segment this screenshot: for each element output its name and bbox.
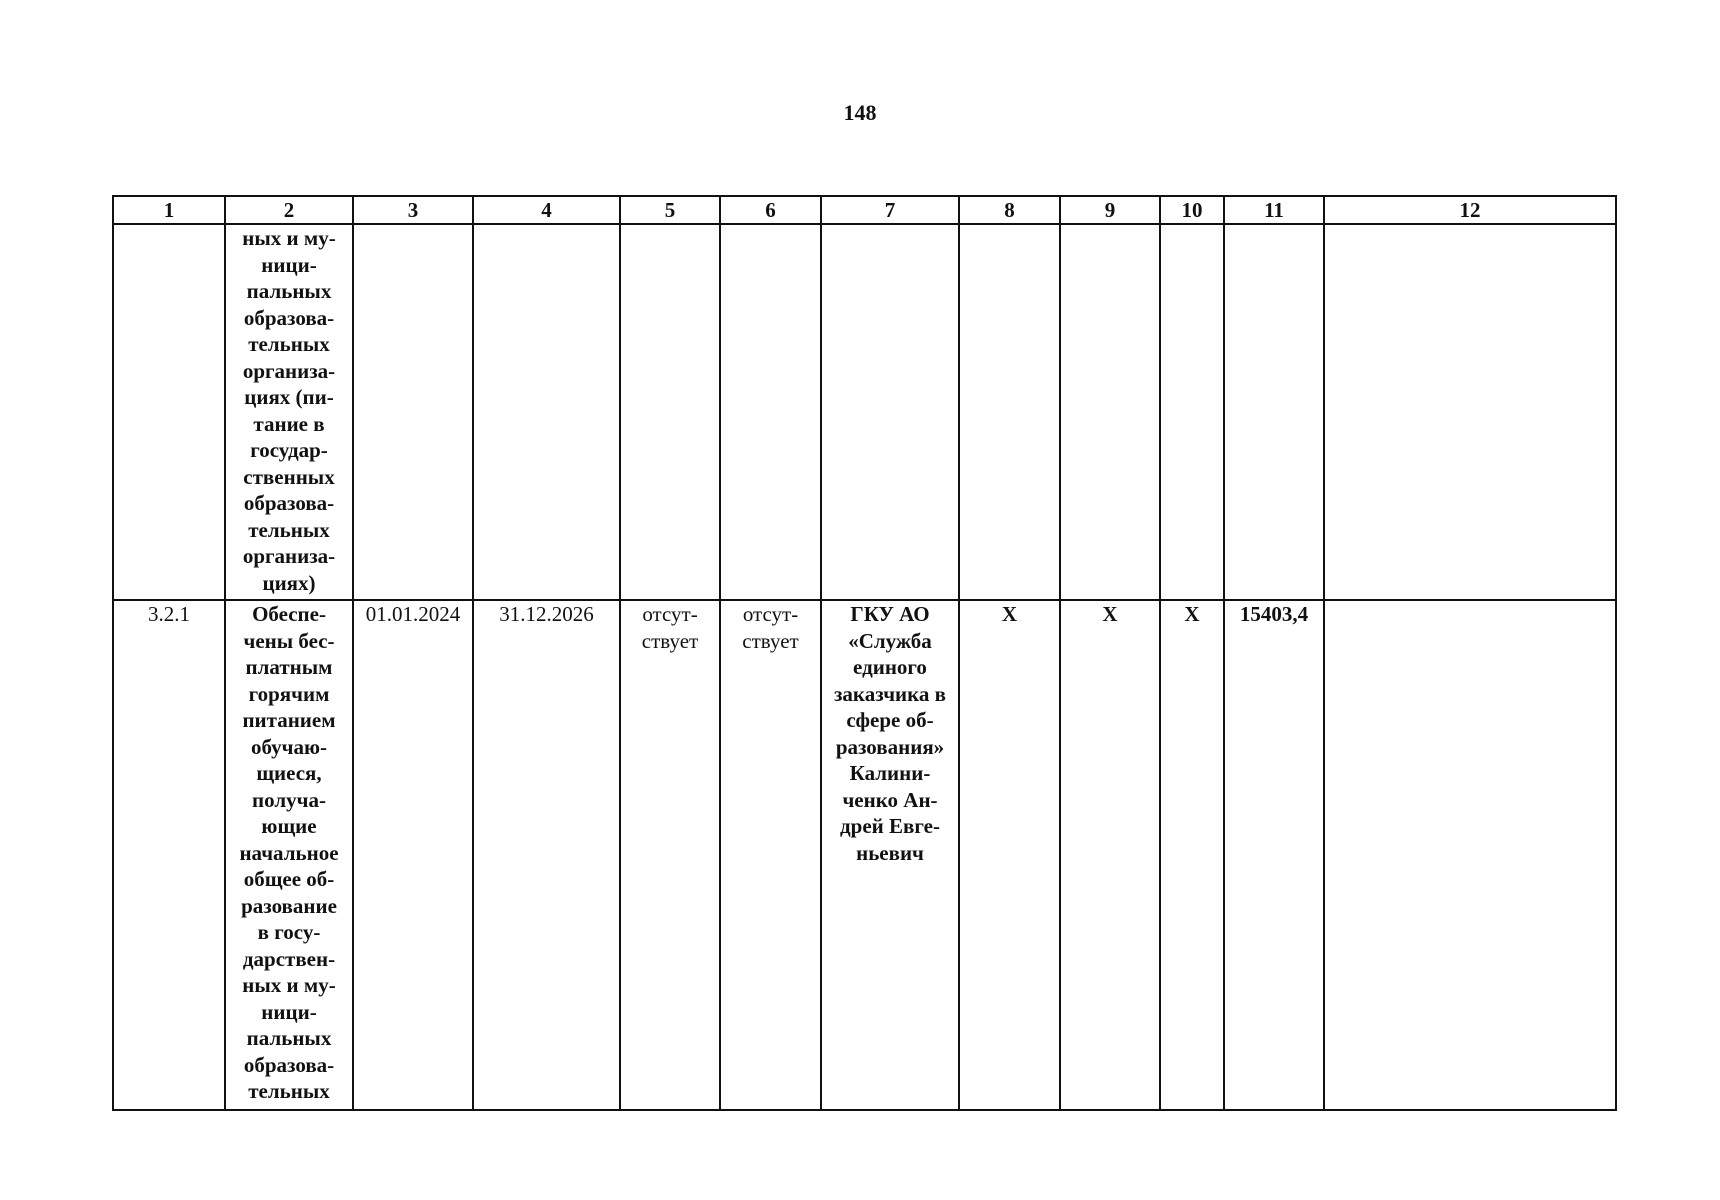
page-number: 148 [843,100,877,125]
column-header: 12 [1324,196,1616,224]
table-cell: ных и му- ници- пальных образова- тельных организа- циях (пи- тание в государ- ственных образова- тельных организа- циях) [225,224,353,600]
column-header: 7 [821,196,959,224]
table-row [113,600,1616,1110]
table-cell: отсут- ствует [620,600,720,1110]
column-header: 2 [225,196,353,224]
table-cell: 31.12.2026 [473,600,620,1110]
column-header: 4 [473,196,620,224]
table-cell: X [959,600,1060,1110]
table-cell [1324,224,1616,600]
table-cell [113,224,225,600]
column-header: 1 [113,196,225,224]
document-table [112,195,1617,1111]
table-cell [1324,600,1616,1110]
column-header: 3 [353,196,473,224]
table-cell [959,224,1060,600]
table-cell [1060,224,1160,600]
table-cell [720,224,821,600]
table-cell: 01.01.2024 [353,600,473,1110]
table-cell [821,224,959,600]
table-cell: отсут- ствует [720,600,821,1110]
table-cell: 3.2.1 [113,600,225,1110]
table-cell: Обеспе- чены бес- платным горячим питанием обучаю- щиеся, получа- ющие начальное общее об- разование в госу- дарствен- ных и му- ници- пальных образова- тельных [225,600,353,1110]
table-cell: X [1160,600,1224,1110]
column-header: 9 [1060,196,1160,224]
column-header: 10 [1160,196,1224,224]
table-cell [1224,224,1324,600]
column-header: 5 [620,196,720,224]
table-cell [473,224,620,600]
column-header: 11 [1224,196,1324,224]
table-cell [620,224,720,600]
header-row [113,196,1616,224]
column-header: 8 [959,196,1060,224]
table-cell: ГКУ АО «Служба единого заказчика в сфере об- разования» Калини- ченко Ан- дрей Евге- ньевич [821,600,959,1110]
table-cell: 15403,4 [1224,600,1324,1110]
table-cell: X [1060,600,1160,1110]
table-cell [1160,224,1224,600]
table-row [113,224,1616,600]
column-header: 6 [720,196,821,224]
table-cell [353,224,473,600]
